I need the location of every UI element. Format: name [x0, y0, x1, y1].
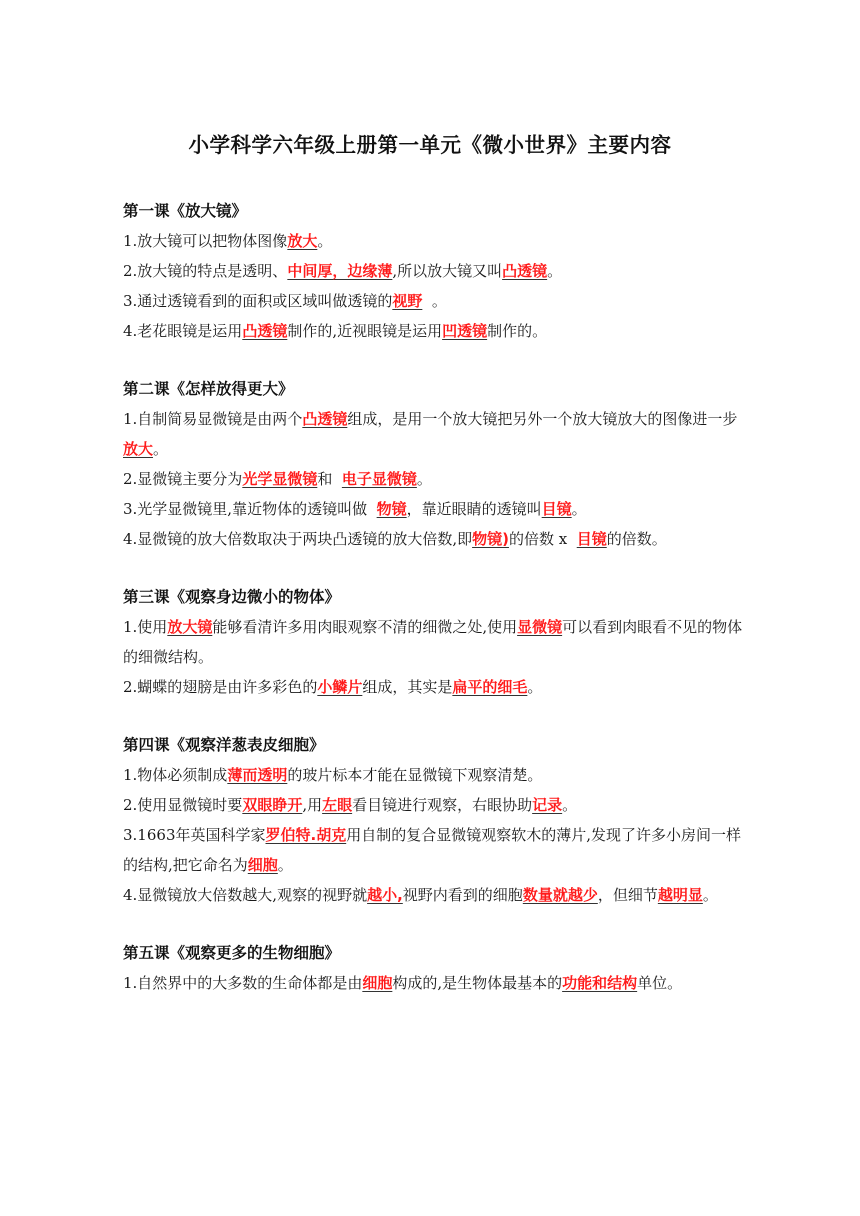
key-term: 目镜 — [541, 500, 572, 518]
key-term: 越小, — [367, 886, 403, 904]
body-text: 可以看到肉眼看不见的物体的细微结构。 — [123, 618, 743, 666]
body-text: 3.1663年英国科学家 — [123, 826, 266, 844]
lesson-point — [123, 820, 743, 880]
lesson-heading: 第二课《怎样放得更大》 — [123, 380, 294, 398]
lesson-heading: 第四课《观察洋葱表皮细胞》 — [123, 736, 325, 754]
key-term: 目镜 — [576, 530, 607, 548]
body-text: 4.显微镜的放大倍数取决于两块凸透镜的放大倍数,即 — [123, 530, 473, 548]
body-text: 构成的,是生物体最基本的 — [392, 974, 563, 992]
body-text: 和 — [317, 470, 342, 488]
body-text: 能够看清许多用肉眼观察不清的细微之处,使用 — [212, 618, 518, 636]
lesson-point — [123, 464, 743, 494]
key-term: 凸透镜 — [502, 262, 548, 280]
key-term: 罗伯特.胡克 — [265, 826, 347, 844]
body-text: 3.通过透镜看到的面积或区域叫做透镜的 — [123, 292, 393, 310]
body-text: 1.放大镜可以把物体图像 — [123, 232, 288, 250]
body-text: 。 — [562, 796, 578, 814]
lesson-point — [123, 968, 743, 998]
body-text: 视野内看到的细胞 — [402, 886, 523, 904]
body-text: 1.自然界中的大多数的生命体都是由 — [123, 974, 363, 992]
key-term: 凹透镜 — [442, 322, 488, 340]
body-text: 组成，是用一个放大镜把另外一个放大镜放大的图像进一步 — [347, 410, 738, 428]
lesson-point — [123, 316, 743, 346]
body-text: 4.老花眼镜是运用 — [123, 322, 243, 340]
lesson-point — [123, 226, 743, 256]
lesson-point — [123, 672, 743, 702]
body-text: 1.使用 — [123, 618, 168, 636]
body-text: 2.放大镜的特点是透明、 — [123, 262, 288, 280]
key-term: 放大 — [287, 232, 318, 250]
body-text: 的倍数。 — [606, 530, 667, 548]
lesson-point — [123, 494, 743, 524]
document-body — [123, 196, 743, 1026]
lesson-point — [123, 790, 743, 820]
key-term: 薄而透明 — [227, 766, 288, 784]
key-term: 凸透镜 — [242, 322, 288, 340]
lesson-point — [123, 524, 743, 554]
key-term: 扁平的细毛 — [452, 678, 528, 696]
body-text: 看目镜进行观察，右眼协助 — [352, 796, 533, 814]
lesson-heading: 第三课《观察身边微小的物体》 — [123, 588, 341, 606]
body-text: ,所以放大镜又叫 — [392, 262, 503, 280]
key-term: 放大 — [123, 440, 154, 458]
body-text: 1.物体必须制成 — [123, 766, 228, 784]
body-text: 的玻片标本才能在显微镜下观察清楚。 — [287, 766, 543, 784]
lesson-point — [123, 286, 743, 316]
key-term: 细胞 — [362, 974, 393, 992]
lesson-section — [123, 196, 743, 346]
body-text: 2.蝴蝶的翅膀是由许多彩色的 — [123, 678, 318, 696]
key-term: 双眼睁开 — [242, 796, 303, 814]
key-term: 视野 — [392, 292, 423, 310]
lesson-point — [123, 612, 743, 672]
body-text: 。 — [277, 856, 293, 874]
lesson-section — [123, 374, 743, 554]
body-text: 。 — [153, 440, 169, 458]
body-text: ，靠近眼睛的透镜叫 — [406, 500, 542, 518]
body-text: ，但细节 — [597, 886, 658, 904]
key-term: 越明显 — [657, 886, 703, 904]
body-text: 4.显微镜放大倍数越大,观察的视野就 — [123, 886, 368, 904]
body-text: 2.使用显微镜时要 — [123, 796, 243, 814]
body-text: 。 — [702, 886, 718, 904]
body-text: 3.光学显微镜里,靠近物体的透镜叫做 — [123, 500, 377, 518]
key-term: 凸透镜 — [302, 410, 348, 428]
body-text: 。 — [422, 292, 447, 310]
body-text: ,用 — [302, 796, 323, 814]
lesson-heading: 第五课《观察更多的生物细胞》 — [123, 944, 341, 962]
key-term: 细胞 — [247, 856, 278, 874]
lesson-heading: 第一课《放大镜》 — [123, 202, 248, 220]
body-text: 组成，其实是 — [362, 678, 453, 696]
body-text: 的倍数 x — [508, 530, 577, 548]
body-text: 。 — [317, 232, 333, 250]
lesson-point — [123, 760, 743, 790]
lesson-point — [123, 404, 743, 464]
key-term: 功能和结构 — [562, 974, 638, 992]
key-term: 物镜 — [376, 500, 407, 518]
document-title: 小学科学六年级上册第一单元《微小世界》主要内容 — [188, 133, 672, 157]
body-text: 1.自制简易显微镜是由两个 — [123, 410, 303, 428]
key-term: 放大镜 — [167, 618, 213, 636]
body-text: 。 — [571, 500, 587, 518]
key-term: 中间厚，边缘薄 — [287, 262, 393, 280]
lesson-section — [123, 582, 743, 702]
body-text: 。 — [416, 470, 432, 488]
lesson-point — [123, 256, 743, 286]
key-term: 物镜) — [472, 530, 509, 548]
body-text: 制作的。 — [487, 322, 548, 340]
key-term: 光学显微镜 — [242, 470, 318, 488]
body-text: 单位。 — [637, 974, 683, 992]
body-text: 2.显微镜主要分为 — [123, 470, 243, 488]
key-term: 显微镜 — [517, 618, 563, 636]
body-text: 。 — [547, 262, 563, 280]
body-text: 。 — [527, 678, 543, 696]
key-term: 数量就越少 — [522, 886, 598, 904]
lesson-point — [123, 880, 743, 910]
lesson-section — [123, 938, 743, 998]
key-term: 小鳞片 — [317, 678, 363, 696]
body-text: 用自制的复合显微镜观察软木的薄片,发现了许多小房间一样的结构,把它命名为 — [123, 826, 741, 874]
key-term: 电子显微镜 — [341, 470, 417, 488]
key-term: 记录 — [532, 796, 563, 814]
lesson-section — [123, 730, 743, 910]
key-term: 左眼 — [322, 796, 353, 814]
body-text: 制作的,近视眼镜是运用 — [287, 322, 443, 340]
